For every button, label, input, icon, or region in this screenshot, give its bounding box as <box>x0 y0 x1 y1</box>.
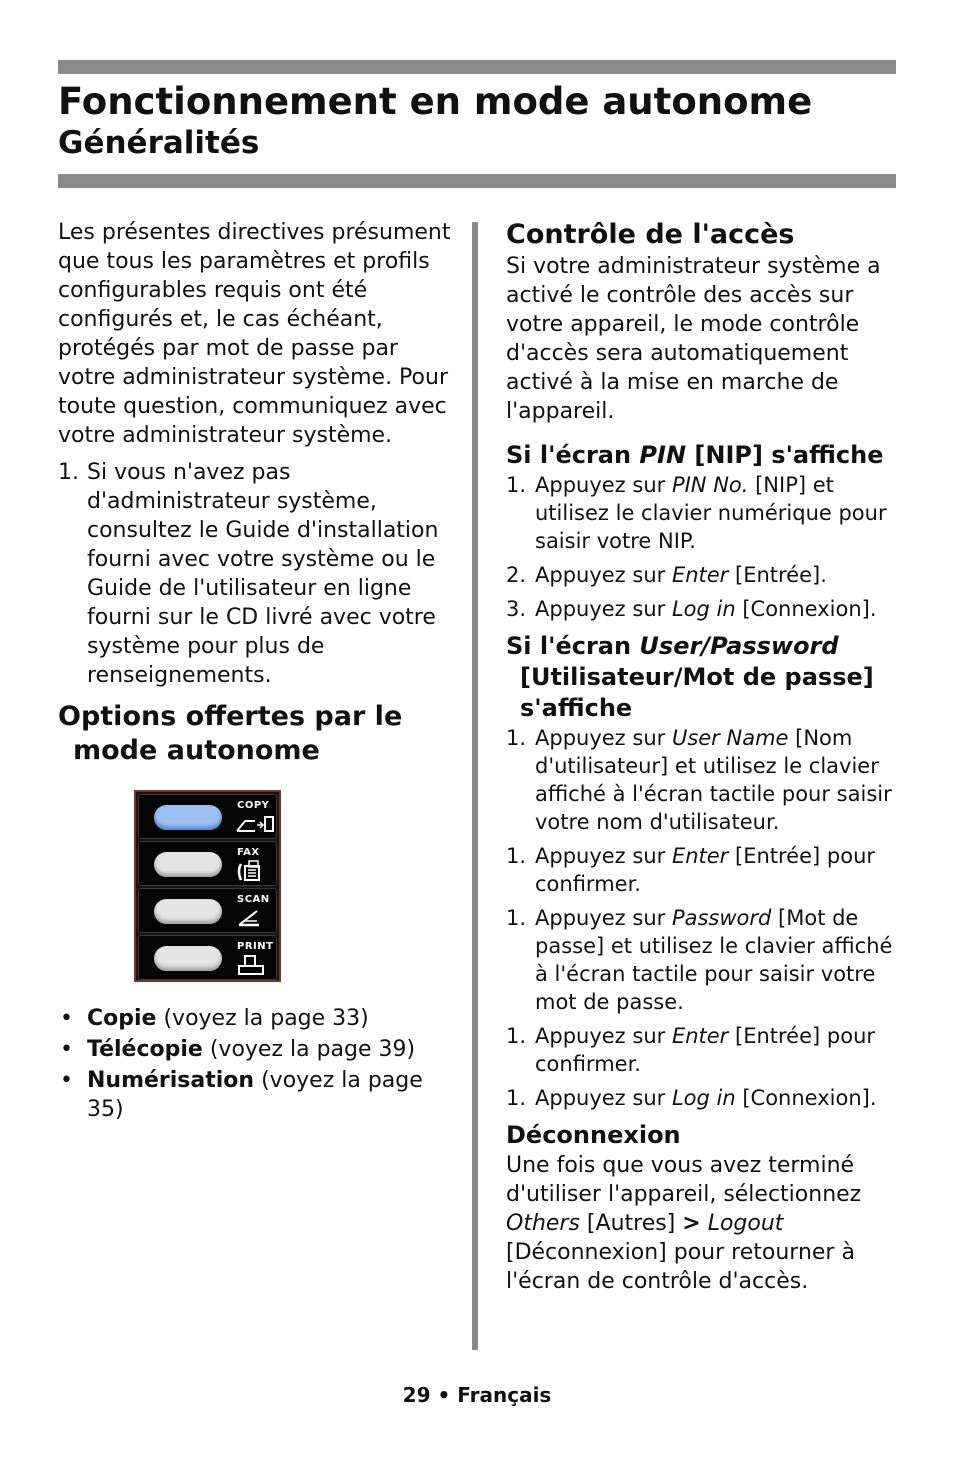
left-steps <box>58 458 458 690</box>
header-rule-bottom <box>58 174 896 188</box>
options-heading: Options offertes par le mode autonome <box>58 701 403 766</box>
print-icon <box>235 954 275 976</box>
print-label: PRINT <box>237 941 274 952</box>
access-control-text: Si votre administrateur système a activé le contrôle des accès sur votre appareil, le mode contrôle d'accès sera automatiquement activé à la mise en marche de l'appareil. <box>506 254 881 424</box>
option-reference: (voyez la page 39) <box>202 1037 416 1062</box>
header-rule-top <box>58 60 896 74</box>
list-item: 1. Appuyez sur Enter [Entrée] pour confirmer. <box>506 1024 876 1076</box>
page-footer <box>0 1382 954 1408</box>
scan-icon <box>235 907 275 929</box>
list-item: 1. Appuyez sur Password [Mot de passe] et utilisez le clavier affiché à l'écran tactile pour saisir votre mot de passe. <box>506 906 893 1014</box>
print-button-pill <box>154 946 222 971</box>
scan-label: SCAN <box>237 894 270 905</box>
footer-separator: • <box>437 1383 451 1407</box>
control-panel-figure <box>134 790 281 982</box>
copy-button-pill <box>154 805 222 830</box>
step-text: Si vous n'avez pas d'administrateur système, consultez le Guide d'installation fourni avec votre système ou le Guide de l'utilisateur en ligne fourni sur le CD livré avec votre système pour plus de renseignements. <box>87 460 439 688</box>
list-item <box>58 1004 458 1033</box>
bullet-icon: • <box>60 1006 73 1031</box>
right-column <box>506 218 902 1296</box>
list-item: 1. Appuyez sur PIN No. [NIP] et utilisez le clavier numérique pour saisir votre NIP. <box>506 473 887 553</box>
options-list <box>58 1004 458 1124</box>
copy-panel-button <box>138 794 277 839</box>
copy-icon <box>235 813 275 835</box>
fax-label: FAX <box>237 847 260 858</box>
copy-label: COPY <box>237 800 270 811</box>
user-password-steps <box>506 724 902 1112</box>
bullet-icon: • <box>60 1037 73 1062</box>
list-item <box>58 458 458 690</box>
scan-button-pill <box>154 899 222 924</box>
list-item: 1. Appuyez sur Enter [Entrée] pour confirmer. <box>506 844 876 896</box>
option-name: Copie <box>87 1006 157 1031</box>
print-panel-button <box>138 935 277 980</box>
bullet-icon: • <box>60 1068 73 1093</box>
option-reference: (voyez la page 33) <box>156 1006 369 1031</box>
option-name: Numérisation <box>87 1068 255 1093</box>
list-item: 2. Appuyez sur Enter [Entrée]. <box>506 563 827 587</box>
access-control-heading: Contrôle de l'accès <box>506 219 795 250</box>
logout-heading: Déconnexion <box>506 1121 681 1149</box>
fax-icon <box>235 860 275 882</box>
page-number: 29 <box>402 1383 431 1407</box>
page-title: Fonctionnement en mode autonome <box>58 80 813 123</box>
pin-steps <box>506 471 902 623</box>
option-name: Télécopie <box>87 1037 203 1062</box>
list-item: 1. Appuyez sur Log in [Connexion]. <box>506 1086 877 1110</box>
fax-panel-button <box>138 841 277 886</box>
footer-language: Français <box>457 1383 552 1407</box>
list-item <box>58 1035 458 1064</box>
column-divider <box>472 222 478 1350</box>
list-item: 3. Appuyez sur Log in [Connexion]. <box>506 597 877 621</box>
fax-button-pill <box>154 852 222 877</box>
step-number: 1. <box>58 460 79 485</box>
list-item: 1. Appuyez sur User Name [Nom d'utilisateur] et utilisez le clavier affiché à l'écran tactile pour saisir votre nom d'utilisateur. <box>506 726 892 834</box>
page-subtitle: Généralités <box>58 125 260 161</box>
list-item <box>58 1066 458 1124</box>
intro-paragraph: Les présentes directives présument que tous les paramètres et profils configurables requis ont été configurés et, le cas échéant, protégés par mot de passe par votre administrateur système. Pour toute question, communiquez avec votre administrateur système. <box>58 220 451 448</box>
logout-text: Une fois que vous avez terminé d'utiliser l'appareil, sélectionnez Others [Autres] > Logout [Déconnexion] pour retourner à l'écran de contrôle d'accès. <box>506 1153 862 1294</box>
scan-panel-button <box>138 888 277 933</box>
pin-screen-heading: Si l'écran PIN [NIP] s'affiche <box>506 441 884 469</box>
option-reference: (voyez la page 35) <box>87 1068 423 1122</box>
left-column <box>58 218 458 1126</box>
user-password-heading: Si l'écran User/Password [Utilisateur/Mot de passe] s'affiche <box>506 632 874 722</box>
